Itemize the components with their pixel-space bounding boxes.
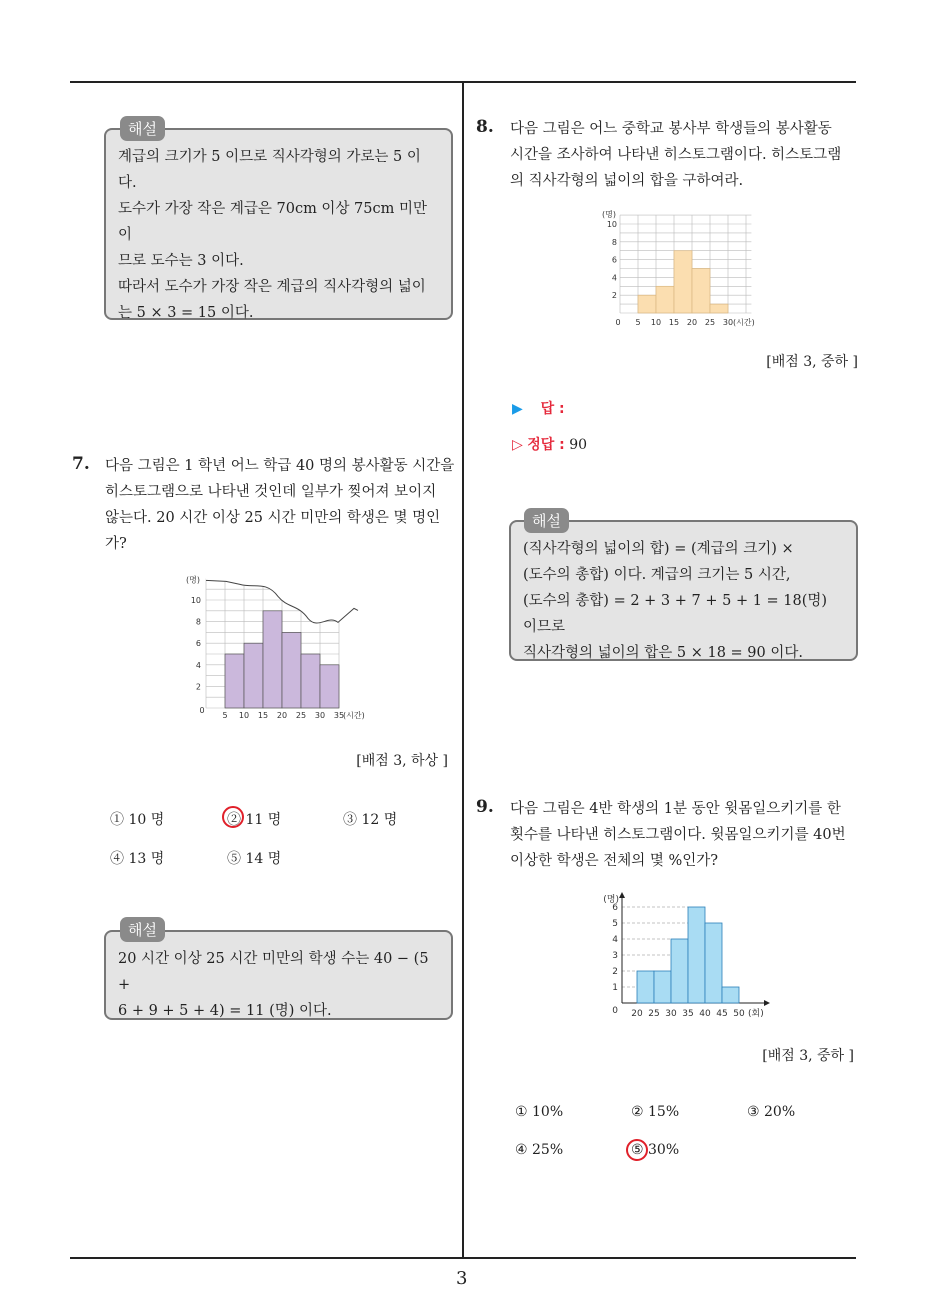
- solution-line: 직사각형의 넓이의 합은 5 × 18 = 90 이다.: [523, 645, 803, 661]
- choice-5[interactable]: ⑤ 14 명: [227, 851, 282, 867]
- choice-1[interactable]: ① 10%: [515, 1104, 564, 1120]
- x-axis-label: (시간): [343, 711, 365, 720]
- y-axis-arrow: [619, 892, 625, 898]
- x-tick-label: 25: [648, 1009, 660, 1019]
- choice-5[interactable]: ⑤ 30%: [631, 1142, 680, 1158]
- histogram-bar: [688, 907, 705, 1003]
- solution-line: 도수가 가장 작은 계급은 70cm 이상 75cm 미만이: [118, 201, 428, 243]
- x-tick-label: 30: [722, 318, 734, 327]
- x-tick-label: 50: [733, 1009, 745, 1019]
- choice-1[interactable]: ① 10 명: [110, 812, 165, 828]
- y-tick-label: 10: [190, 596, 201, 605]
- question-line: 이상한 학생은 전체의 몇 %인가?: [510, 853, 719, 869]
- solution-box-prev: [104, 128, 453, 320]
- question-line: 히스토그램으로 나타낸 것인데 일부가 찢어져 보이지: [105, 484, 437, 500]
- question-7-score: [배점 3, 하상 ]: [356, 753, 448, 769]
- histogram-bar: [301, 654, 320, 708]
- histogram-q7: [180, 568, 380, 728]
- y-tick-label: 6: [611, 255, 617, 265]
- page-number: 3: [456, 1268, 468, 1289]
- y-tick-label: 6: [195, 639, 201, 649]
- x-tick-label: 35: [682, 1009, 694, 1019]
- y-tick-label: 4: [612, 935, 618, 945]
- x-tick-label: 45: [716, 1009, 728, 1019]
- question-line: 다음 그림은 4반 학생의 1분 동안 윗몸일으키기를 한: [510, 801, 841, 817]
- bottom-rule: [70, 1257, 856, 1259]
- solution-line: 따라서 도수가 가장 작은 계급의 직사각형의 넓이: [118, 279, 426, 295]
- x-tick-label: 35: [333, 711, 345, 720]
- question-number: 7.: [72, 454, 90, 474]
- x-tick-label: 15: [257, 711, 269, 720]
- choice-3[interactable]: ③ 12 명: [343, 812, 398, 828]
- marked-answer-circle: [626, 1139, 648, 1161]
- answer-label: 답 :: [540, 401, 565, 417]
- question-7-text: [105, 453, 457, 557]
- question-line: 시간을 조사하여 나타낸 히스토그램이다. 히스토그램: [510, 147, 842, 163]
- answer-line: [512, 398, 565, 418]
- y-tick-label: 4: [195, 660, 201, 670]
- histogram-bar: [674, 251, 692, 313]
- x-tick-label: 10: [650, 318, 662, 327]
- x-axis-label: (회): [748, 1009, 764, 1019]
- histogram-bar: [244, 643, 263, 708]
- y-axis-label: (명): [186, 575, 200, 585]
- x-tick-label: 20: [631, 1009, 643, 1019]
- histogram-bar: [671, 939, 688, 1003]
- y-tick-label: 2: [611, 291, 617, 301]
- y-tick-label: 2: [612, 967, 618, 977]
- x-tick-label: 25: [704, 318, 716, 327]
- histogram-bar: [656, 286, 674, 313]
- y-tick-label: 6: [612, 903, 618, 913]
- y-tick-label: 8: [611, 237, 617, 247]
- question-line: 다음 그림은 1 학년 어느 학급 40 명의 봉사활동 시간을: [105, 458, 455, 474]
- outline-triangle-icon: ▷: [512, 437, 523, 453]
- question-line: 횟수를 나타낸 히스토그램이다. 윗몸일으키기를 40번: [510, 827, 846, 843]
- solution-line: (직사각형의 넓이의 합) = (계급의 크기) ×: [523, 541, 794, 557]
- histogram-bar: [282, 632, 301, 708]
- x-tick-label: 25: [295, 711, 307, 720]
- question-line: 다음 그림은 어느 중학교 봉사부 학생들의 봉사활동: [510, 121, 832, 137]
- x-tick-label: 5: [222, 711, 228, 720]
- solution-tag: 해설: [120, 116, 165, 141]
- y-axis-label: (명): [603, 895, 619, 905]
- choice-4[interactable]: ④ 25%: [515, 1142, 564, 1158]
- choice-3[interactable]: ③ 20%: [747, 1104, 796, 1120]
- solution-line: 계급의 크기가 5 이므로 직사각형의 가로는 5 이: [118, 149, 421, 165]
- question-line: 의 직사각형의 넓이의 합을 구하여라.: [510, 173, 744, 189]
- solution-tag: 해설: [524, 508, 569, 533]
- solution-tag: 해설: [120, 917, 165, 942]
- question-8-score: [배점 3, 중하 ]: [766, 354, 858, 370]
- histogram-bar: [654, 971, 671, 1003]
- center-divider: [462, 81, 464, 1259]
- torn-mask: [204, 568, 366, 623]
- marked-answer-circle: [222, 806, 244, 828]
- solution-line: 20 시간 이상 25 시간 미만의 학생 수는 40 − (5 +: [118, 951, 429, 993]
- histogram-q9: [590, 882, 780, 1022]
- x-tick-label: 40: [699, 1009, 711, 1019]
- correct-label: 정답 :: [527, 437, 565, 453]
- y-tick-label: 3: [612, 951, 618, 961]
- y-tick-label: 1: [612, 983, 618, 993]
- x-tick-label: 15: [668, 318, 680, 327]
- histogram-bar: [637, 971, 654, 1003]
- y-axis-label: (명): [602, 210, 616, 220]
- play-icon: ▶: [512, 401, 523, 417]
- x-axis-arrow: [764, 1000, 770, 1006]
- solution-line: 6 + 9 + 5 + 4) = 11 (명) 이다.: [118, 1003, 332, 1019]
- correct-answer-line: [512, 434, 587, 454]
- x-tick-label: 20: [276, 711, 288, 720]
- solution-box-q7: [104, 930, 453, 1020]
- histogram-bar: [722, 987, 739, 1003]
- histogram-bar: [225, 654, 244, 708]
- question-line: 않는다. 20 시간 이상 25 시간 미만의 학생은 몇 명인: [105, 510, 441, 526]
- x-tick-label: 0: [615, 318, 621, 327]
- y-tick-label: 2: [195, 682, 201, 692]
- y-tick-label: 8: [195, 617, 201, 627]
- solution-line: (도수의 총합) 이다. 계급의 크기는 5 시간,: [523, 567, 791, 583]
- question-8-text: [510, 116, 860, 194]
- x-tick-label: 30: [314, 711, 326, 720]
- question-9-score: [배점 3, 중하 ]: [762, 1048, 854, 1064]
- question-number: 9.: [476, 797, 494, 817]
- x-tick-label: 0: [199, 706, 205, 715]
- choice-2[interactable]: ② 11 명: [227, 812, 282, 828]
- y-tick-label: 0: [612, 1006, 618, 1016]
- y-tick-label: 5: [612, 919, 618, 929]
- histogram-bar: [638, 295, 656, 313]
- histogram-bar: [705, 923, 722, 1003]
- choice-2[interactable]: ② 15%: [631, 1104, 680, 1120]
- solution-box-q8: [509, 520, 858, 661]
- histogram-q8: [598, 205, 773, 335]
- solution-line: 다.: [118, 175, 137, 191]
- correct-value: 90: [569, 437, 588, 453]
- solution-line: 므로 도수는 3 이다.: [118, 253, 244, 269]
- x-tick-label: 5: [635, 318, 641, 327]
- x-tick-label: 30: [665, 1009, 677, 1019]
- x-tick-label: 20: [686, 318, 698, 327]
- x-tick-label: 10: [238, 711, 250, 720]
- y-tick-label: 4: [611, 273, 617, 283]
- histogram-bar: [263, 611, 282, 708]
- question-9-text: [510, 796, 860, 874]
- bars: [638, 251, 728, 313]
- histogram-bar: [320, 665, 339, 708]
- x-axis-label: (시간): [733, 318, 755, 327]
- solution-line: (도수의 총합) = 2 + 3 + 7 + 5 + 1 = 18(명) 이므로: [523, 593, 828, 635]
- histogram-bar: [710, 304, 728, 313]
- solution-line: 는 5 × 3 = 15 이다.: [118, 305, 254, 321]
- histogram-bar: [692, 269, 710, 314]
- question-number: 8.: [476, 117, 494, 137]
- choice-4[interactable]: ④ 13 명: [110, 851, 165, 867]
- question-line: 가?: [105, 536, 127, 552]
- y-tick-label: 10: [606, 220, 617, 229]
